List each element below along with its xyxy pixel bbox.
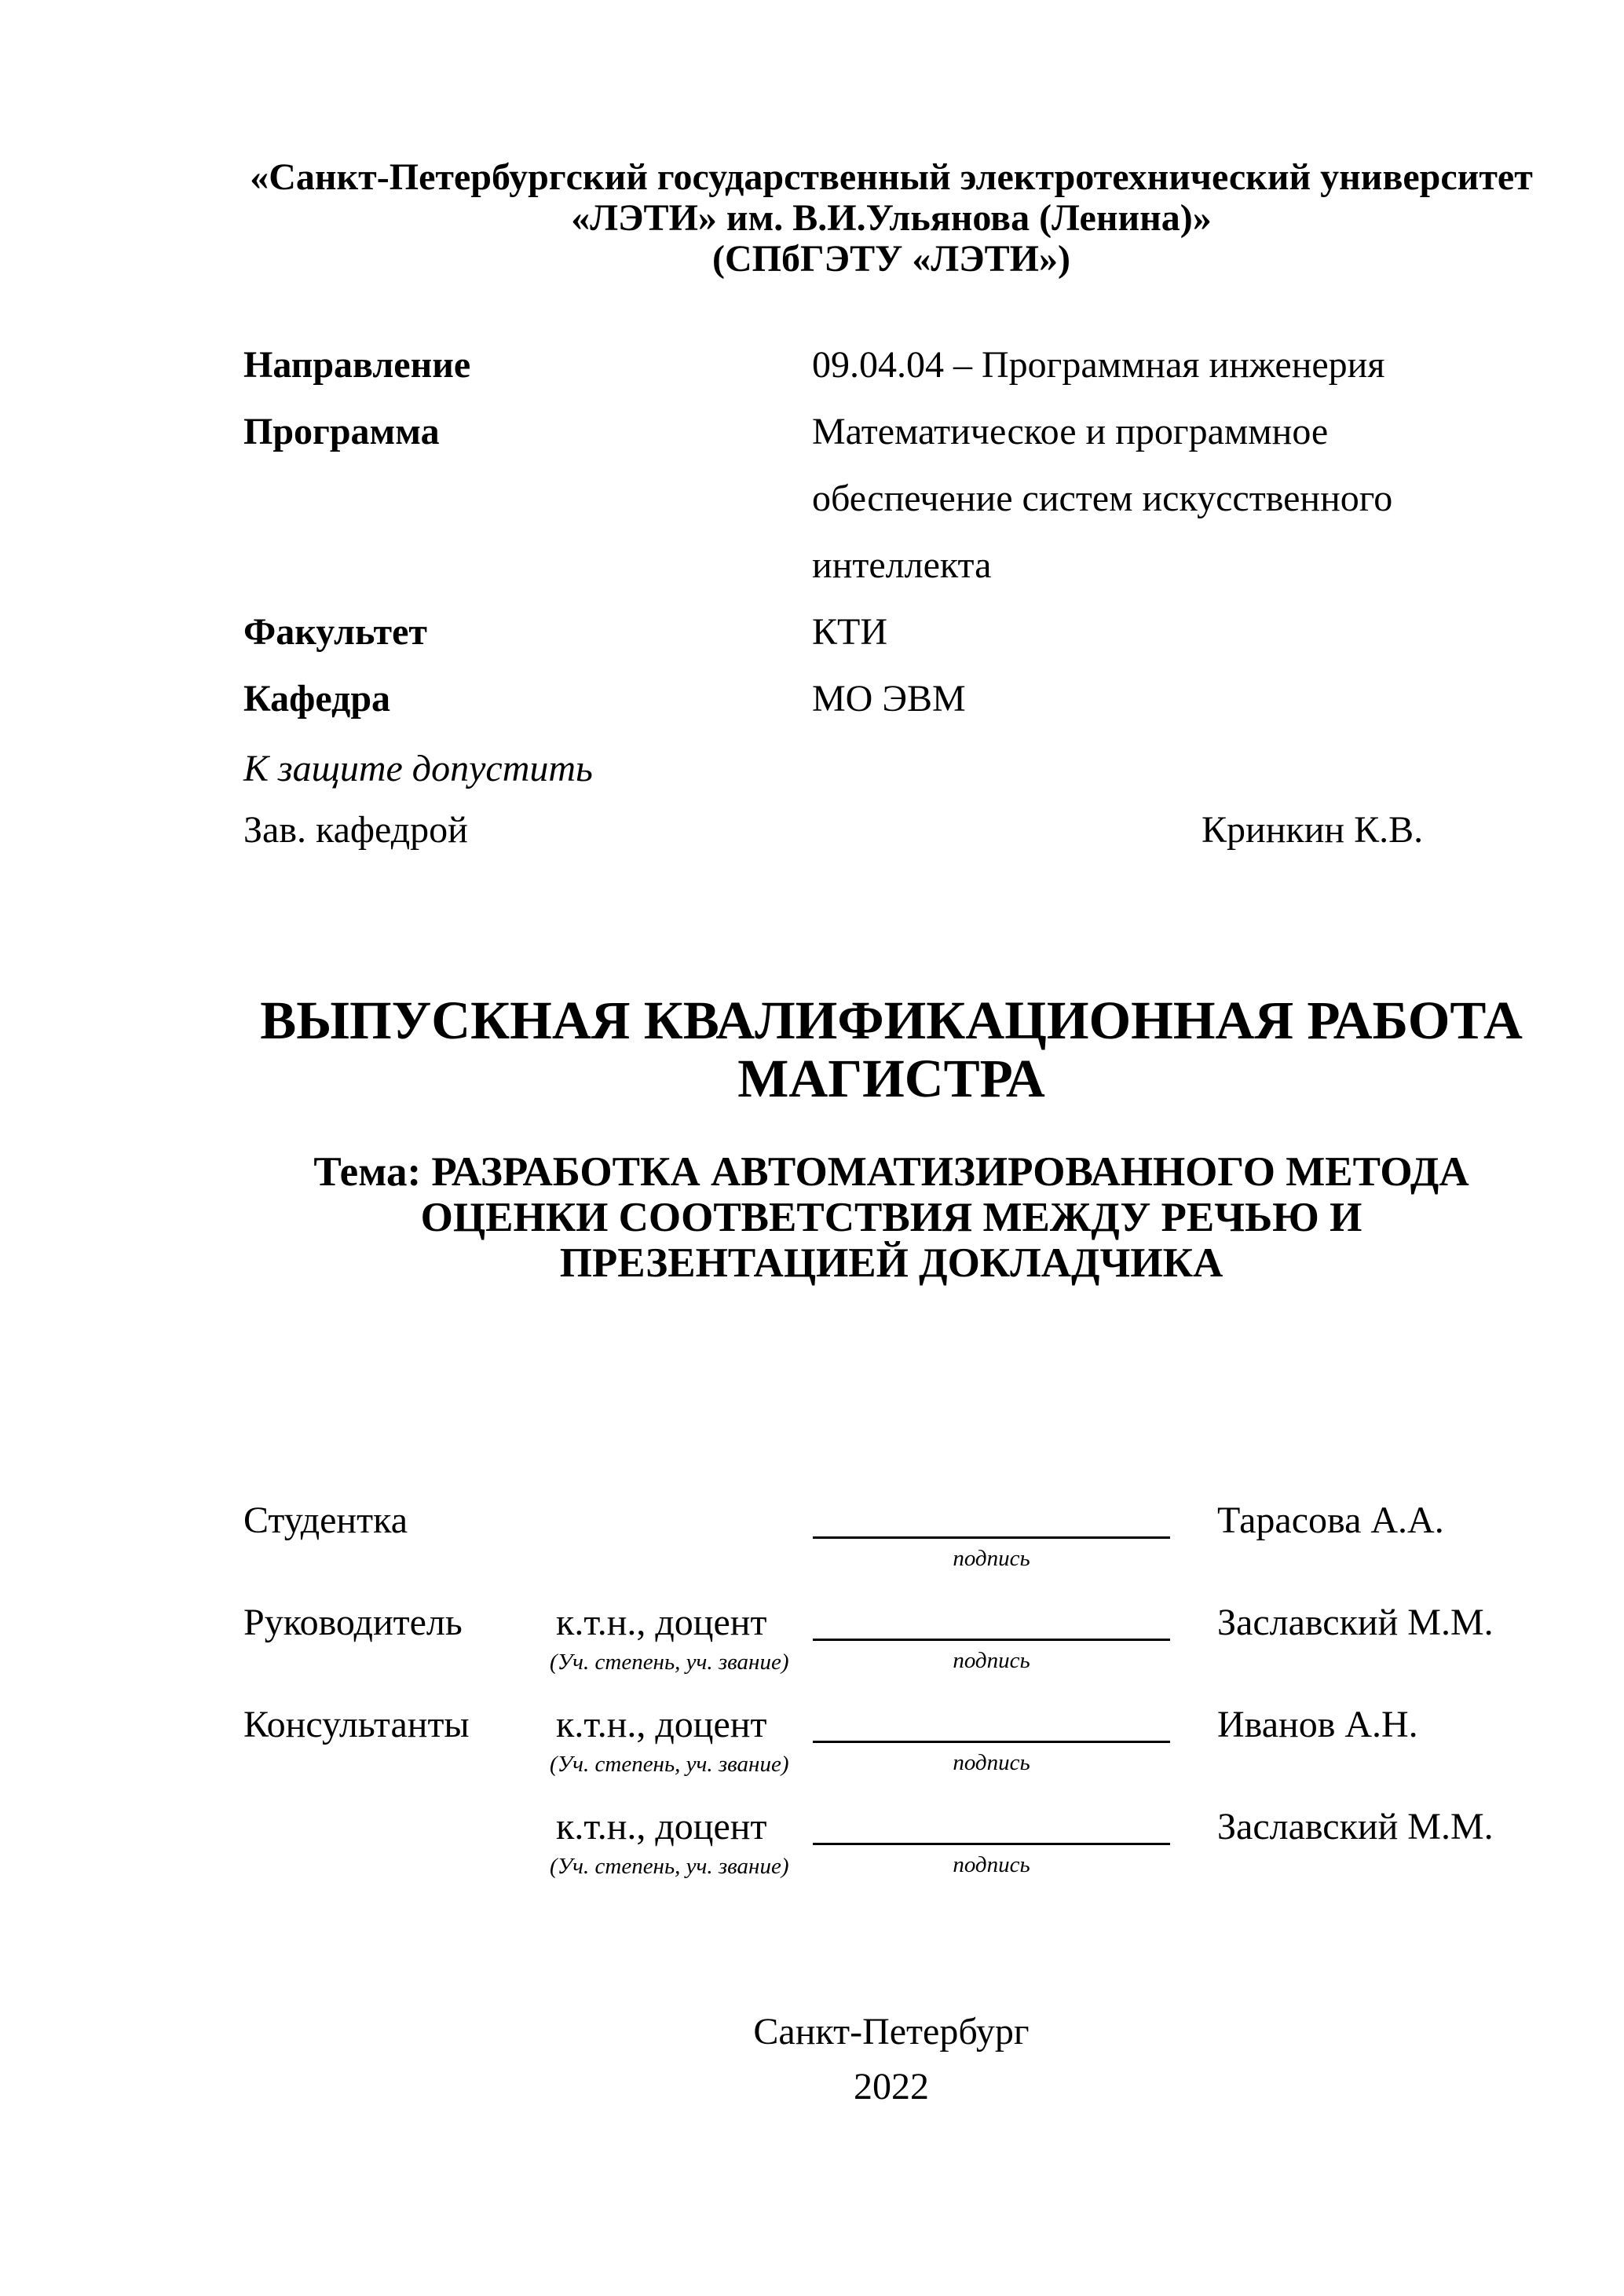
signature-line	[813, 1536, 1170, 1539]
university-name-line2: «ЛЭТИ» им. В.И.Ульянова (Ленина)»	[571, 197, 1212, 239]
signature-role: Студентка	[243, 1500, 408, 1541]
thesis-topic: Тема: РАЗРАБОТКА АВТОМАТИЗИРОВАННОГО МЕТОДА ОЦЕНКИ СООТВЕТСТВИЯ МЕЖДУ РЕЧЬЮ И ПРЕЗЕНТАЦИЕЙ ДОКЛАДЧИКА	[313, 1149, 1469, 1286]
degree-caption: (Уч. степень, уч. звание)	[550, 1650, 789, 1675]
field-value-department: МО ЭВМ	[812, 678, 966, 720]
university-name-line1: «Санкт-Петербургский государственный электротехнический университет	[250, 156, 1533, 198]
signature-degree: к.т.н., доцент	[556, 1602, 767, 1643]
signature-degree: к.т.н., доцент	[556, 1704, 767, 1745]
footer-block	[243, 2005, 1539, 2115]
signature-name: Иванов А.Н.	[1217, 1704, 1418, 1745]
signatures-block	[243, 0, 1539, 2296]
work-title-line2: МАГИСТРА	[737, 1049, 1045, 1108]
signature-degree: к.т.н., доцент	[556, 1806, 767, 1847]
signature-row-consultant-1	[243, 1703, 1539, 1789]
signature-row-supervisor	[243, 1601, 1539, 1687]
field-label-direction: Направление	[243, 344, 471, 386]
field-value-direction: 09.04.04 – Программная инженерия	[812, 344, 1385, 386]
field-value-faculty: КТИ	[812, 611, 887, 653]
signature-role: Руководитель	[243, 1602, 463, 1643]
field-value-program: Математическое и программное обеспечение систем искусственного интеллекта	[812, 411, 1393, 586]
work-title-line1: ВЫПУСКНАЯ КВАЛИФИКАЦИОННАЯ РАБОТА	[260, 991, 1523, 1050]
admission-role: Зав. кафедрой	[243, 809, 468, 851]
signature-row-consultant-2	[243, 1805, 1539, 1891]
signature-caption: подпись	[953, 1648, 1030, 1673]
admission-name: Кринкин К.В.	[1202, 809, 1424, 851]
signature-caption: подпись	[953, 1546, 1030, 1571]
footer-city: Санкт-Петербург	[753, 2011, 1030, 2052]
field-label-program: Программа	[243, 411, 440, 452]
signature-name: Заславский М.М.	[1217, 1602, 1494, 1643]
admission-permit-line: К защите допустить	[243, 748, 593, 789]
degree-caption: (Уч. степень, уч. звание)	[550, 1854, 789, 1879]
signature-line	[813, 1639, 1170, 1641]
signature-line	[813, 1843, 1170, 1845]
signature-name: Заславский М.М.	[1217, 1806, 1494, 1847]
footer-year: 2022	[854, 2066, 929, 2107]
signature-caption: подпись	[953, 1852, 1030, 1877]
signature-caption: подпись	[953, 1750, 1030, 1775]
degree-caption: (Уч. степень, уч. звание)	[550, 1752, 789, 1777]
university-abbreviation: (СПбГЭТУ «ЛЭТИ»)	[712, 238, 1070, 280]
signature-row-student	[243, 1499, 1539, 1585]
field-label-department: Кафедра	[243, 678, 391, 720]
signature-line	[813, 1741, 1170, 1743]
field-label-faculty: Факультет	[243, 611, 427, 653]
signature-name: Тарасова А.А.	[1217, 1500, 1444, 1541]
signature-role: Консультанты	[243, 1704, 470, 1745]
content-area	[243, 0, 1539, 2296]
